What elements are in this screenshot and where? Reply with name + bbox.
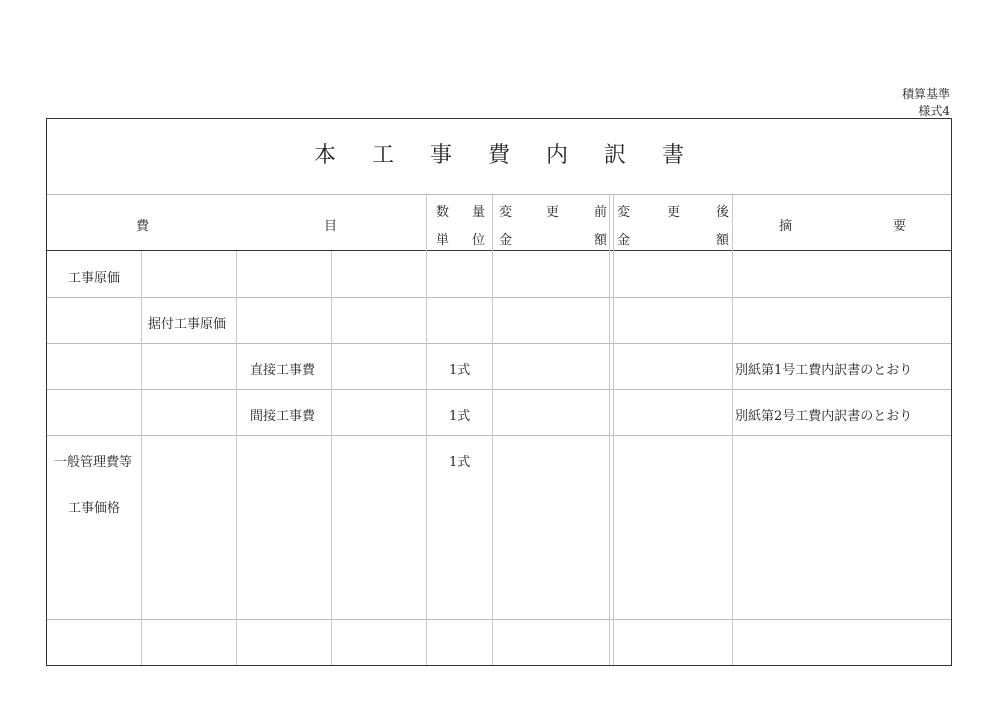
item-level1: 工事価格 <box>68 501 121 516</box>
quantity-cell: 1式 <box>449 455 471 470</box>
header-tan: 単 <box>436 233 450 248</box>
header-kou-before: 更 <box>546 205 560 220</box>
column-divider <box>492 195 493 665</box>
column-divider <box>236 251 237 665</box>
column-divider <box>609 195 610 665</box>
header-suu: 数 <box>436 205 450 220</box>
header-kin-before: 金 <box>499 233 513 248</box>
column-divider <box>426 195 427 665</box>
row-divider <box>47 435 951 436</box>
header-hi: 費 <box>136 219 150 234</box>
header-gaku-after: 額 <box>716 233 730 248</box>
row-divider <box>47 343 951 344</box>
header-kin-after: 金 <box>617 233 631 248</box>
quantity-cell: 1式 <box>449 409 471 424</box>
header-teki: 摘 <box>779 219 793 234</box>
header-moku: 目 <box>324 219 338 234</box>
remarks-cell: 別紙第2号工費内訳書のとおり <box>735 409 913 424</box>
row-divider <box>47 619 951 620</box>
header-divider <box>47 250 951 251</box>
form-standard-label: 積算基準 <box>901 87 950 101</box>
header-ato: 後 <box>716 205 730 220</box>
header-i: 位 <box>472 233 486 248</box>
document-title: 本工事費内訳書 <box>313 143 720 168</box>
header-ryou: 量 <box>472 205 486 220</box>
row-divider <box>47 389 951 390</box>
form-number-label: 様式4 <box>918 104 950 118</box>
column-divider <box>141 251 142 665</box>
row-divider <box>47 297 951 298</box>
item-level1: 工事原価 <box>68 271 121 286</box>
title-divider <box>47 194 951 195</box>
item-level3: 間接工事費 <box>250 409 316 424</box>
column-divider <box>732 195 733 665</box>
item-level2: 据付工事原価 <box>148 317 227 332</box>
header-hen-before: 変 <box>499 205 513 220</box>
header-you: 要 <box>893 219 907 234</box>
column-divider <box>331 251 332 665</box>
quantity-cell: 1式 <box>449 363 471 378</box>
header-hen-after: 変 <box>617 205 631 220</box>
header-kou-after: 更 <box>667 205 681 220</box>
remarks-cell: 別紙第1号工費内訳書のとおり <box>735 363 913 378</box>
column-divider <box>613 195 614 665</box>
item-level1: 一般管理費等 <box>54 455 133 470</box>
item-level3: 直接工事費 <box>250 363 316 378</box>
header-gaku-before: 額 <box>594 233 608 248</box>
header-mae: 前 <box>594 205 608 220</box>
